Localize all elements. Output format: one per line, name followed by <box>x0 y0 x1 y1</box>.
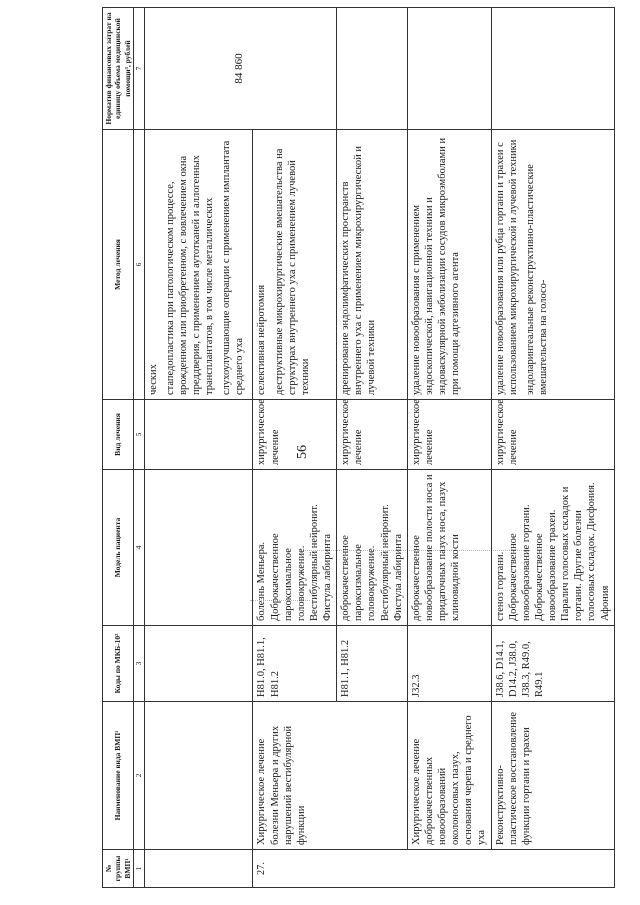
type-cell: хирургическое лечение <box>253 400 337 470</box>
header-method: Метод лечения <box>103 130 134 400</box>
model-cell: доброкачественное новообразование полости носа и придаточных пазух носа, пазух клиновидной кости <box>407 470 491 626</box>
model-cell: болезнь Меньера. Доброкачественное пароксимальное головокружение. Вестибулярный нейронит. Фистула лабиринта <box>253 470 337 626</box>
type-cell: хирургическое лечение <box>337 400 408 470</box>
header-codes: Коды по МКБ-10² <box>103 626 134 702</box>
method-text: эндоларингеальные реконструктивно-пластические вмешательства на голосо- <box>524 164 549 395</box>
model-cell: стеноз гортани. Доброкачественное новообразование гортани. Доброкачественное новообразование трахеи. Паралич голосовых складок и гортани. Другие болезни голосовых складок. Дисфония. Афония <box>491 470 614 626</box>
method-text: удаление новообразования или рубца гортани и трахеи с использованием микрохирургической и лучевой техники <box>494 139 519 395</box>
table-row <box>407 8 491 888</box>
header-group: № группы ВМП¹ <box>103 850 134 888</box>
col-index: 1 <box>134 850 144 888</box>
header-row <box>103 8 134 888</box>
group-number: 27. <box>253 850 614 888</box>
col-index: 3 <box>134 626 144 702</box>
codes-cell: H81.1, H81.2 <box>337 626 408 702</box>
codes-cell: J32.3 <box>407 626 491 702</box>
table-row <box>491 8 614 888</box>
method-text: стапедопластика при патологическом процессе, врожденном или приобретенном, с вовлечением окна преддверия, с применением аутотканей и аллогенных трансплантатов, в том числе металлических <box>164 155 215 395</box>
method-cell <box>144 130 253 400</box>
codes-cell: H81.0, H81.1, H81.2 <box>253 626 337 702</box>
codes-cell: J38.6, D14.1, D14.2, J38.0, J38.3, R49.0, R49.1 <box>491 626 614 702</box>
column-index-row <box>134 8 144 888</box>
method-text: слухоулучшающие операции с применением имплантата среднего уха <box>221 140 246 395</box>
name-cell: Хирургическое лечение доброкачественных новообразований околоносовых пазух, основания черепа и среднего уха <box>407 702 491 850</box>
model-cell: доброкачественное пароксизмальное головокружение. Вестибулярный нейронит. Фистула лабиринта <box>337 470 408 626</box>
rotated-table-sheet <box>102 8 628 888</box>
method-cell <box>253 130 337 400</box>
header-cost: Норматив финансовых затрат на единицу объема медицинской помощи³, рублей <box>103 8 134 130</box>
type-cell: хирургическое лечение <box>407 400 491 470</box>
method-cell: удаление новообразования с применением эндоскопической, навигационной техники и эндоваскулярной эмболизации сосудов микроэмболами и при помощи адгезивного агента <box>407 130 491 400</box>
cost-cell: 84 860 <box>144 8 337 130</box>
method-text: селективная нейротомия <box>256 284 268 395</box>
col-index: 6 <box>134 130 144 400</box>
type-cell: хирургическое лечение <box>491 400 614 470</box>
col-index: 7 <box>134 8 144 130</box>
method-text: деструктивные микрохирургические вмешательства на структурах внутреннего уха с применением лучевой техники <box>273 148 311 395</box>
name-cell: Хирургическое лечение болезни Меньера и других нарушений вестибулярной функции <box>253 702 407 850</box>
method-cell <box>491 130 614 400</box>
name-cell: Реконструктивно-пластическое восстановление функции гортани и трахеи <box>491 702 614 850</box>
col-index: 2 <box>134 702 144 850</box>
header-type: Вид лечения <box>103 400 134 470</box>
col-index: 4 <box>134 470 144 626</box>
method-text: ческих <box>147 364 159 395</box>
col-index: 5 <box>134 400 144 470</box>
table-row-continuation <box>144 8 253 888</box>
method-cell: дренирование эндолимфатических пространств внутреннего уха с применением микрохирургической и лучевой техники <box>337 130 408 400</box>
table-row <box>253 8 337 888</box>
page-number: 56 <box>295 445 310 459</box>
vmp-table <box>102 7 615 888</box>
header-name: Наименование вида ВМП¹ <box>103 702 134 850</box>
header-model: Модель пациента <box>103 470 134 626</box>
